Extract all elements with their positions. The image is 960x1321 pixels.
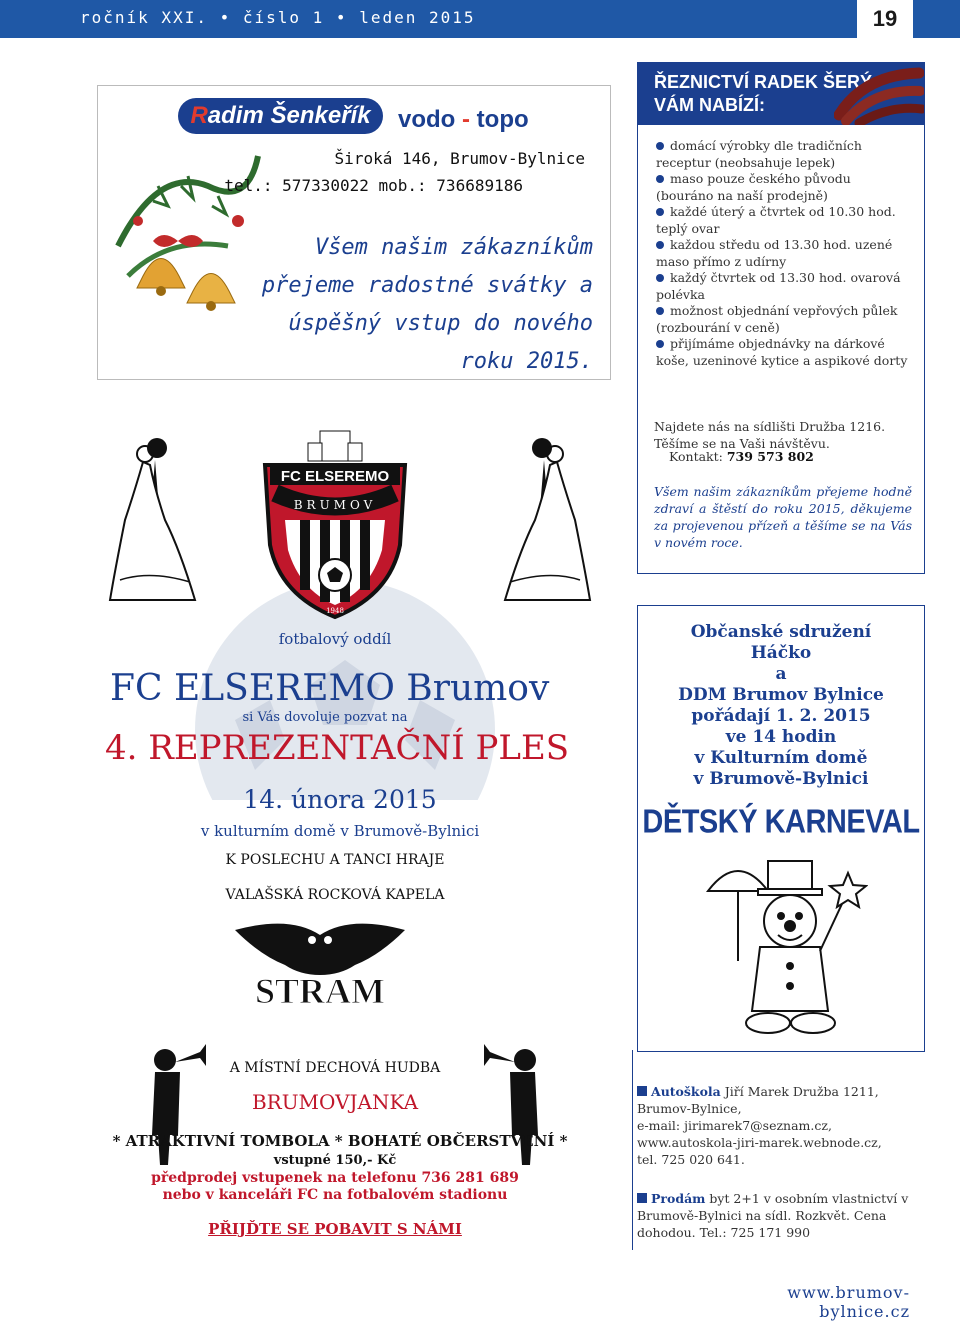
footer-url[interactable]: www.brumov-bylnice.cz [787,1283,910,1321]
butcher-location [654,418,914,452]
ples-tombola: * ATRAKTIVNÍ TOMBOLA * BOHATÉ OBČERSTVENÍ * [112,1132,568,1150]
ples-club-title: FC ELSEREMO Brumov [110,668,550,709]
crest-year: 1948 [326,607,344,615]
list-item: možnost objednání vepřových půlek (rozbourání v ceně) [656,303,898,335]
list-item: každý čtvrtek od 13.30 hod. ovarová polévka [656,270,901,302]
bullet-icon [656,274,664,282]
butcher-contact: Kontakt: 739 573 802 [669,449,814,464]
karneval-line: ve 14 hodin [725,727,837,747]
crest-top-text: FC ELSEREMO [280,468,390,485]
karneval-ad [637,605,925,1052]
column-divider [632,1050,633,1250]
karneval-line: a [775,664,787,684]
sale-text: byt 2+1 v osobním vlastnictví v Brumově-Bylnici na sídl. Rozkvět. Cena dohodou. Tel.: 725 171 990 [637,1191,909,1240]
issue-line: ročník XXI. • číslo 1 • leden 2015 [80,8,476,27]
karneval-line: v Brumově-Bylnici [693,769,869,789]
ples-place: v kulturním domě v Brumově-Bylnici [200,822,480,840]
karneval-title: DĚTSKÝ KARNEVAL [642,803,920,841]
bullet-icon [656,241,664,249]
bullet-square-icon [637,1193,647,1203]
sale-label: Prodám [651,1191,706,1206]
list-item: domácí výrobky dle tradičních receptur (neobsahuje lepek) [656,138,862,170]
ples-date: 14. února 2015 [243,785,437,814]
bullet-icon [656,142,664,150]
bullet-icon [656,340,664,348]
stram-band-logo [230,915,410,1015]
butcher-title-line1: ŘEZNICTVÍ RADEK ŠERÝ [654,72,873,92]
sausage-image [834,65,924,125]
ples-come-join: PŘIJĎTE SE POBAVIT S NÁMI [208,1220,462,1238]
autoskola-ad [637,1083,927,1168]
vodo-phones: tel.: 577330022 mob.: 736689186 [224,176,523,195]
ples-invite-text: si Vás dovoluje pozvat na [242,710,408,725]
vodo-wish: Všem našim zákazníkům přejeme radostné svátky a úspěšný vstup do nového roku 2015. [261,235,593,374]
fc-ples-invitation [95,420,585,1250]
ples-event-title: 4. REPREZENTAČNÍ PLES [105,728,570,768]
vodo-topo-ad [97,85,611,380]
list-item: maso pouze českého původu (bouráno na naší prodejně) [656,171,851,203]
autoskola-tel: tel. 725 020 641. [637,1152,745,1167]
karneval-line: pořádají 1. 2. 2015 [691,706,871,726]
autoskola-label: Autoškola [651,1084,721,1099]
flat-sale-ad [637,1190,927,1241]
vodo-address: Široká 146, Brumov-Bylnice [334,149,585,168]
ples-brass-name: BRUMOVJANKA [251,1090,419,1114]
bullet-icon [656,175,664,183]
ples-entry-price: vstupné 150,- Kč [273,1153,397,1168]
list-item: přijímáme objednávky na dárkové koše, uzeninové kytice a aspikové dorty [656,336,908,368]
autoskola-address: Jiří Marek Družba 1211, Brumov-Bylnice, [637,1084,879,1116]
vodo-topo-brand: vodo - topo [398,106,529,133]
autoskola-web[interactable]: www.autoskola-jiri-marek.webnode.cz, [637,1135,882,1150]
ples-presale-office: nebo v kanceláři FC na fotbalovém stadionu [162,1187,508,1203]
karneval-line: v Kulturním domě [694,748,868,768]
butcher-ad [637,62,925,574]
butcher-title-line2: VÁM NABÍZÍ: [654,95,765,115]
karneval-line: Občanské sdružení [690,622,872,642]
list-item: každé úterý a čtvrtek od 10.30 hod. teplý ovar [656,204,896,236]
bullet-square-icon [637,1086,647,1096]
bullet-icon [656,208,664,216]
bullet-icon [656,307,664,315]
list-item: každou středu od 13.30 hod. uzené maso přímo z udírny [656,237,893,269]
location-text: Najdete nás na sídlišti Družba 1216. [654,419,886,434]
ples-band-intro: K POSLECHU A TANCI HRAJE [225,852,445,868]
autoskola-email[interactable]: e-mail: jirimarek7@seznam.cz, [637,1118,832,1133]
ples-band-desc: VALAŠSKÁ ROCKOVÁ KAPELA [225,887,445,903]
page-number: 19 [855,0,913,38]
ples-subtitle: fotbalový oddíl [278,630,392,648]
karneval-line: Háčko [750,643,812,663]
autoskola-line [637,1083,927,1117]
butcher-offer-list [656,138,910,369]
crest-bottom-text: BRUMOV [293,498,377,512]
karneval-details [638,622,924,790]
clown-illustration [698,851,868,1041]
fc-elseremo-crest [250,425,420,620]
ples-presale-phone: předprodej vstupenek na telefonu 736 281 689 [151,1170,519,1186]
butcher-wish: Všem našim zákazníkům přejeme hodně zdraví a štěstí do roku 2015, děkujeme za projevenou přízeň a těšíme se na Vás v novém roce. [654,484,912,550]
ples-brass-intro: A MÍSTNÍ DECHOVÁ HUDBA [229,1060,441,1076]
stram-text: STRAM [254,971,386,1011]
welcome-text: Těšíme se na Vaši návštěvu. [654,436,830,451]
karneval-line: DDM Brumov Bylnice [678,685,884,705]
radim-senkerik-logo: Radim Šenkeřík [178,98,383,134]
